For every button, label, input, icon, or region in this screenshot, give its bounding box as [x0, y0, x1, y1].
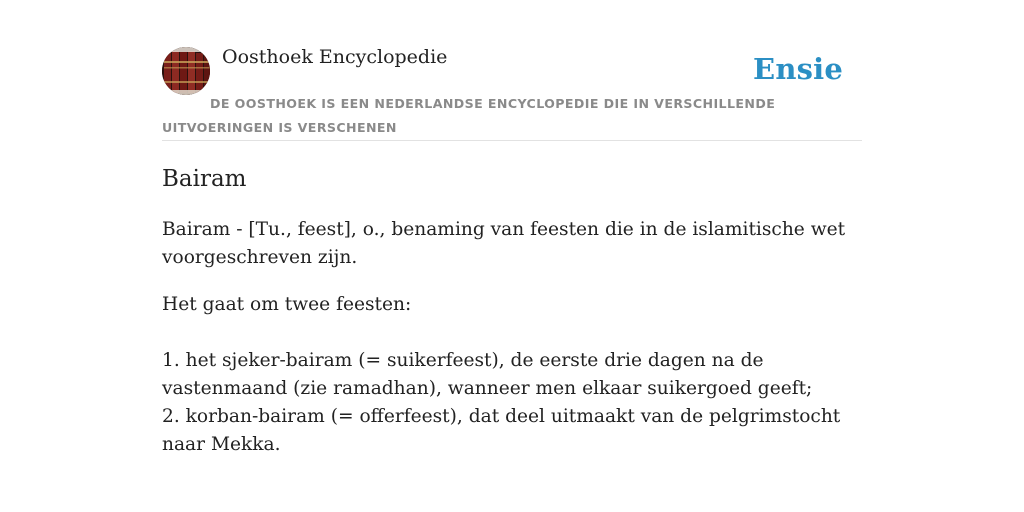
article-intro: Het gaat om twee feesten: [162, 294, 412, 315]
site-tagline: DE OOSTHOEK IS EEN NEDERLANDSE ENCYCLOPEDIE DIE IN VERSCHILLENDE UITVOERINGEN IS VERSCHENEN [162, 96, 776, 135]
encyclopedia-books-avatar[interactable] [162, 47, 210, 95]
list-item: 2. korban-bairam (= offerfeest), dat deel uitmaakt van de pelgrimstocht naar Mekka. [162, 406, 841, 455]
list-item: 1. het sjeker-bairam (= suikerfeest), de eerste drie dagen na de vastenmaand (zie ramadhan), wanneer men elkaar suikergoed geeft; [162, 350, 813, 399]
article-definition: Bairam - [Tu., feest], o., benaming van feesten die in de islamitische wet voorgeschreven zijn. [162, 219, 846, 268]
books-icon [162, 47, 210, 95]
site-header [162, 44, 862, 141]
article-title: Bairam [162, 166, 247, 192]
article [162, 162, 862, 455]
ensie-logo[interactable]: Ensie [753, 52, 843, 86]
site-title[interactable]: Oosthoek Encyclopedie [222, 46, 448, 68]
article-list [162, 347, 862, 459]
